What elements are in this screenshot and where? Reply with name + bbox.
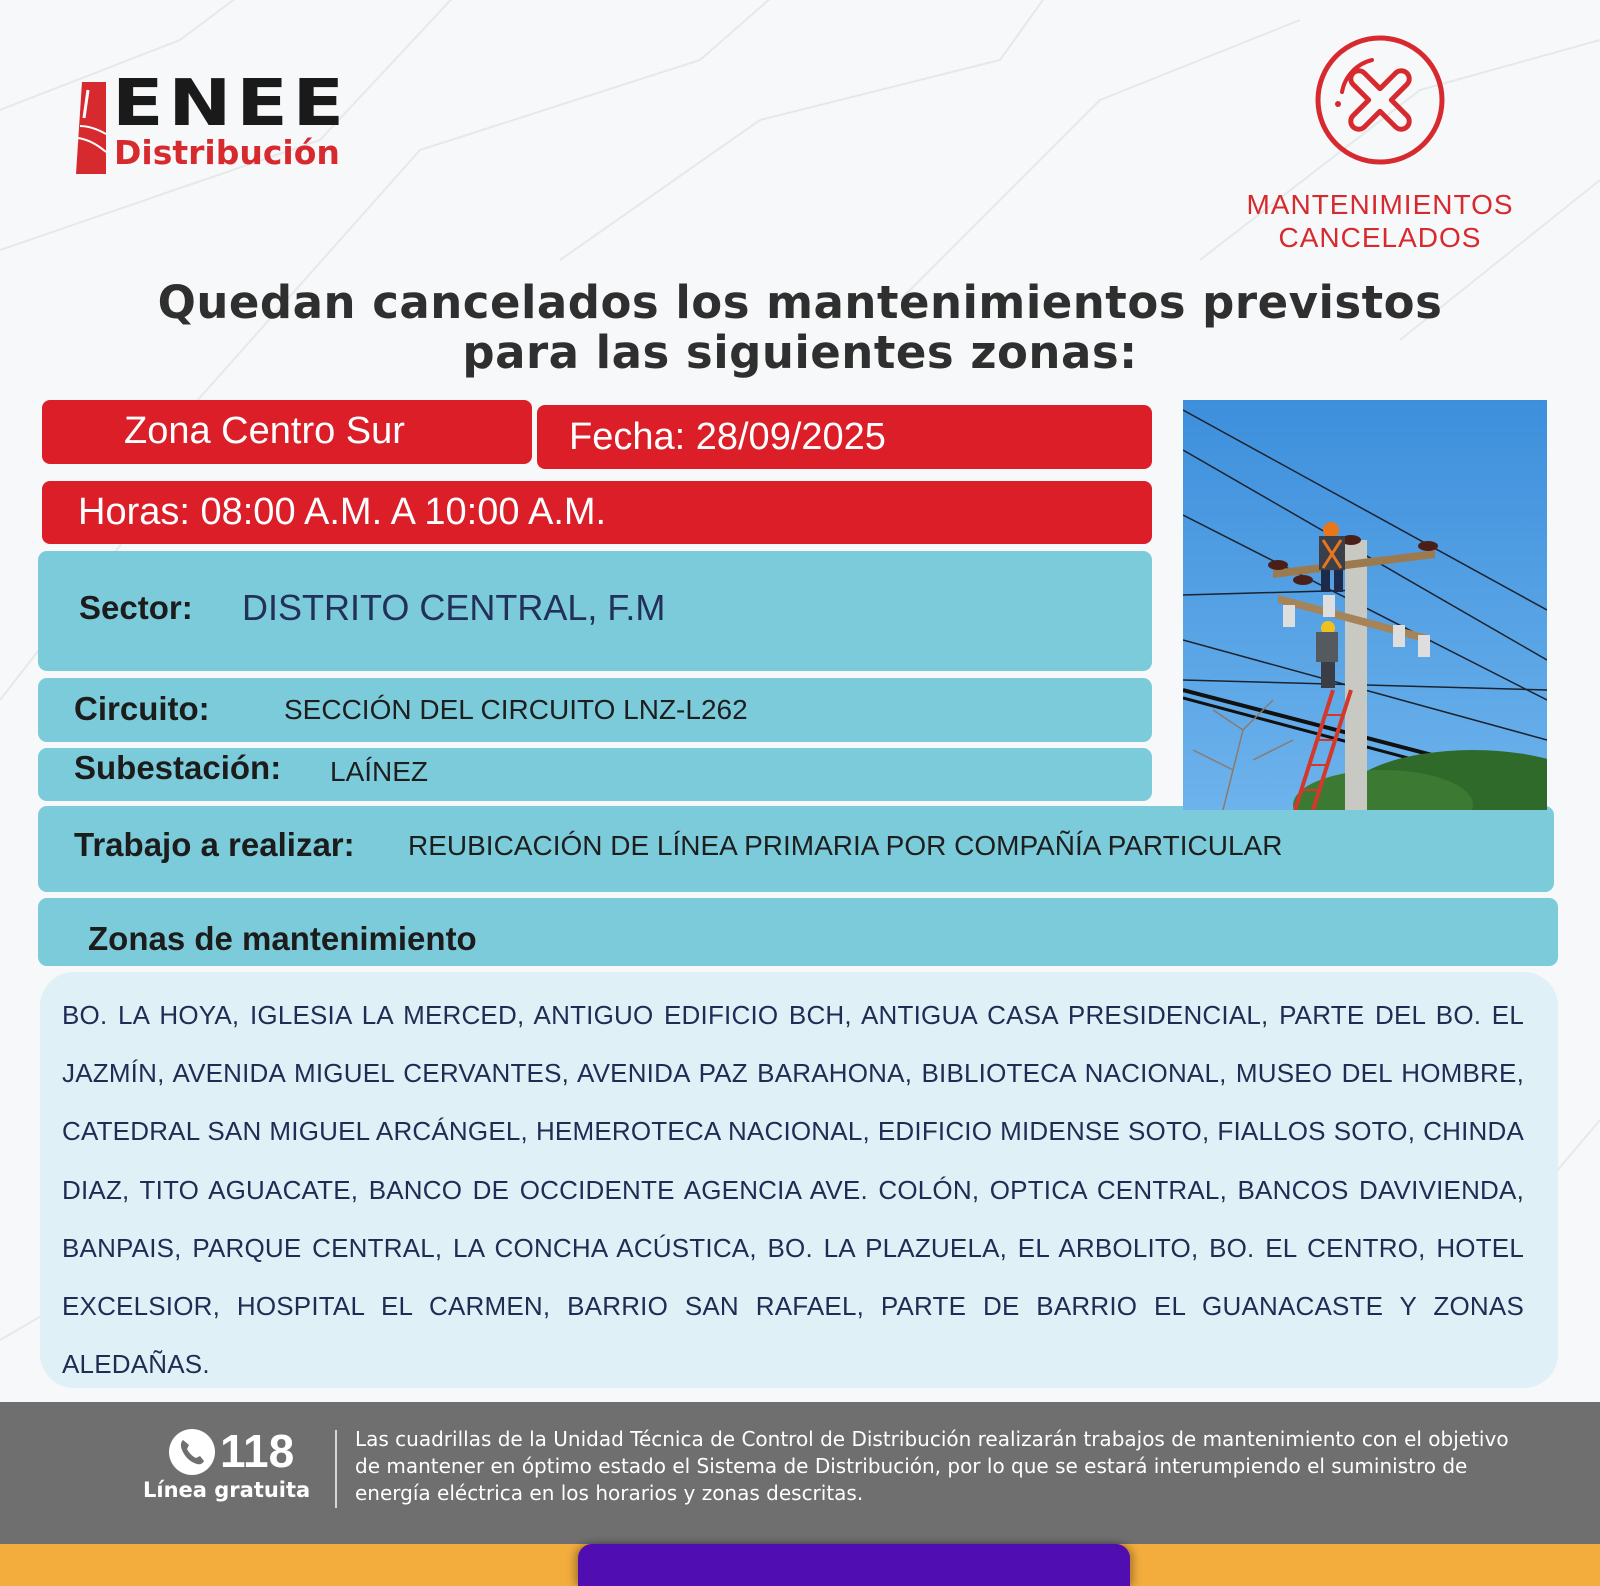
work-value: REUBICACIÓN DE LÍNEA PRIMARIA POR COMPAÑÍA PARTICULAR [408,830,1283,861]
substation-label: Subestación: [74,749,282,786]
phone-icon [168,1428,216,1476]
logo-subtitle: Distribución [114,133,340,172]
hours-badge: Horas: 08:00 A.M. A 10:00 A.M. [42,481,1152,544]
substation-value: LAÍNEZ [330,756,429,787]
title-line-2: para las siguientes zonas: [462,326,1138,379]
circuit-label: Circuito: [74,690,210,727]
zones-text: BO. LA HOYA, IGLESIA LA MERCED, ANTIGUO EDIFICIO BCH, ANTIGUA CASA PRESIDENCIAL, PARTE DEL BO. EL JAZMÍN, AVENIDA MIGUEL CERVANTES, AVENIDA PAZ BARAHONA, BIBLIOTECA NACIONAL, MUSEO DEL HOMBRE, CATEDRAL SAN MIGUEL ARCÁNGEL, HEMEROTECA NACIONAL, EDIFICIO MIDENSE SOTO, FIALLOS SOTO, CHINDA DIAZ, TITO AGUACATE, BANCO DE OCCIDENTE AGENCIA AVE. COLÓN, OPTICA CENTRAL, BANCOS DAVIVIENDA, BANPAIS, PARQUE CENTRAL, LA CONCHA ACÚSTICA, BO. LA PLAZUELA, EL ARBOLITO, BO. EL CENTRO, HOTEL EXCELSIOR, HOSPITAL EL CARMEN, BARRIO SAN RAFAEL, PARTE DE BARRIO EL GUANACASTE Y ZONAS ALEDAÑAS. [62,1000,1524,1380]
footer-divider [335,1430,337,1508]
sector-value: DISTRITO CENTRAL, F.M [242,587,666,628]
x-circle-icon [1312,32,1448,168]
date-badge: Fecha: 28/09/2025 [537,405,1152,469]
footer-disclaimer: Las cuadrillas de la Unidad Técnica de Control de Distribución realizarán trabajos de mantenimiento con el objetivo de mantener en óptimo estado el Sistema de Distribución, por lo que se estará interumpiendo el suministro de energía eléctrica en los horarios y zonas descritas. [355,1427,1509,1505]
circuit-row [38,678,1152,742]
substation-row [38,748,1152,801]
sector-label: Sector: [79,589,193,626]
hotline-label: Línea gratuita [143,1478,311,1502]
badge-line-1: MANTENIMIENTOS [1246,189,1514,220]
zone-badge: Zona Centro Sur [42,400,532,464]
zones-header [38,898,1558,966]
circuit-value: SECCIÓN DEL CIRCUITO LNZ-L262 [284,694,748,725]
logo-mark-icon [76,82,106,174]
hotline-number: 118 [220,1425,295,1477]
bottom-bar-purple [578,1544,1130,1586]
sector-row [38,551,1152,671]
page-title [0,278,1600,378]
zones-list [40,972,1558,1388]
utility-pole-image [1183,400,1547,810]
enee-logo [76,67,396,178]
zones-label: Zonas de mantenimiento [88,920,477,957]
logo-title: ENEE [112,67,349,141]
lineman-photo [1183,400,1547,810]
badge-line-2: CANCELADOS [1278,222,1482,253]
badge-label [1200,188,1560,254]
work-label: Trabajo a realizar: [74,826,355,863]
work-row [38,806,1554,892]
footer [0,1402,1600,1544]
title-line-1: Quedan cancelados los mantenimientos previstos [157,276,1443,329]
cancelled-badge [1200,30,1560,253]
